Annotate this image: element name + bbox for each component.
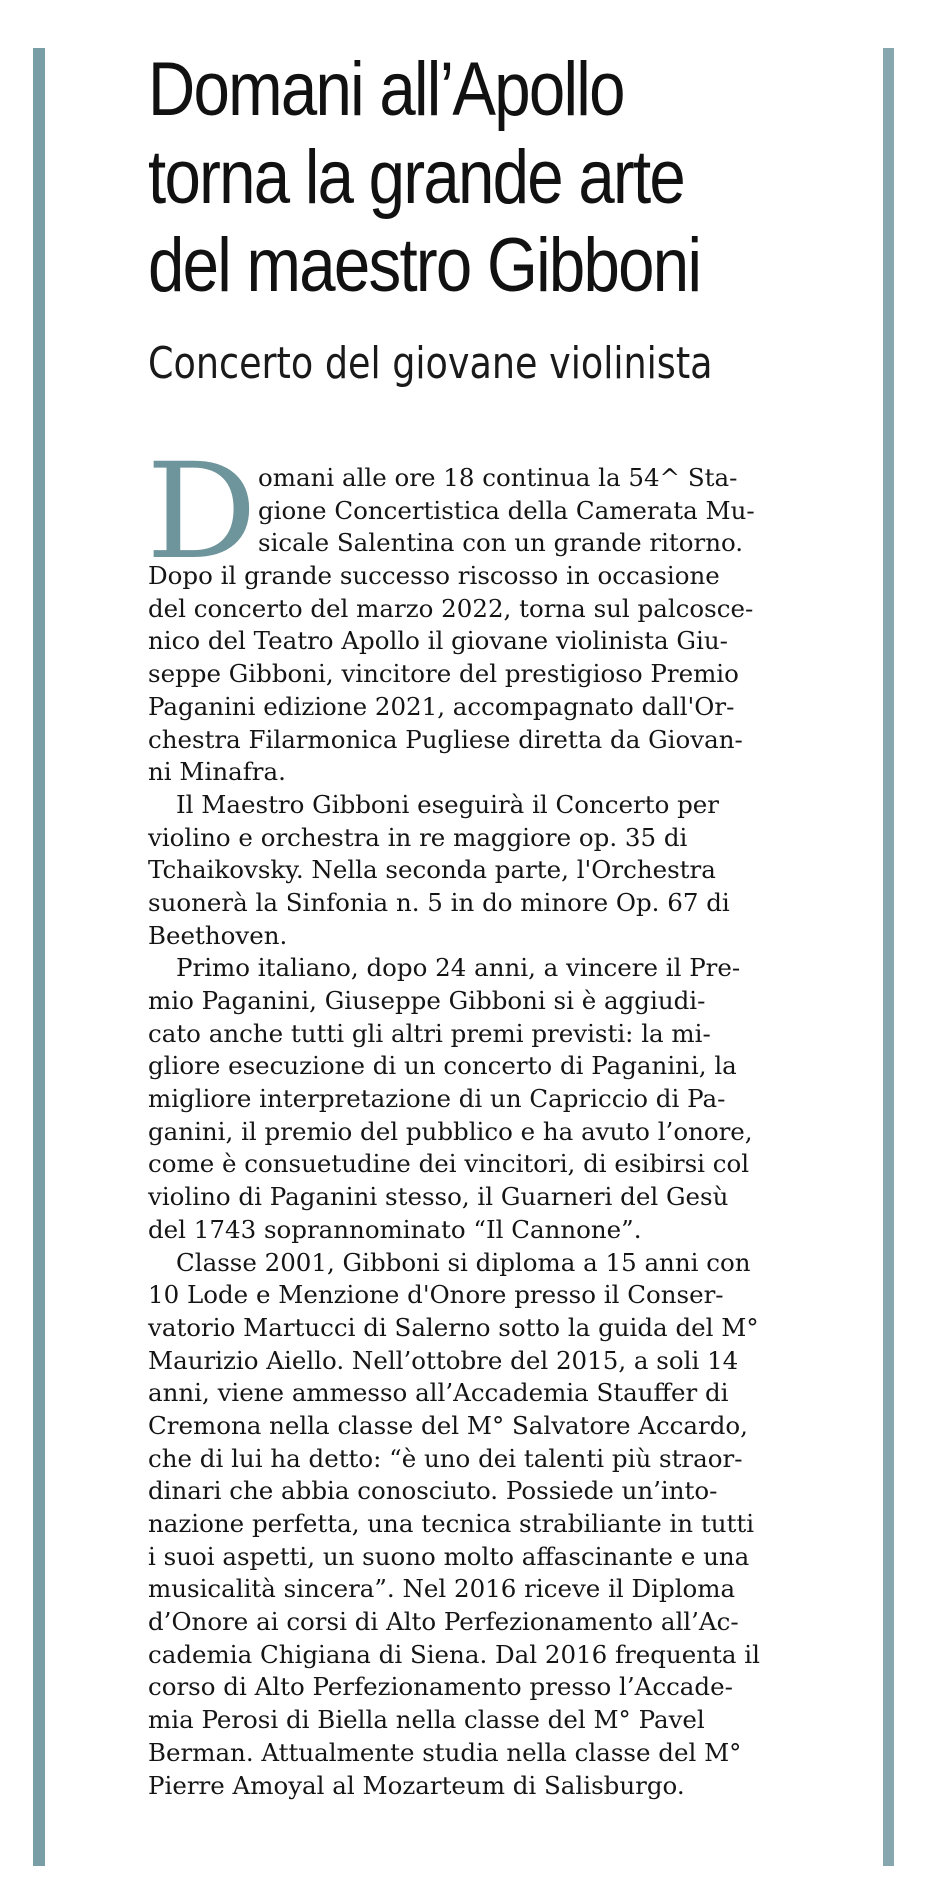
paragraph-line: Primo italiano, dopo 24 anni, a vincere il Pre-	[176, 953, 741, 983]
paragraph-line: mio Paganini, Giuseppe Gibboni si è aggiudi-	[148, 986, 706, 1015]
paragraph-line: omani alle ore 18 continua la 54^ Sta-	[258, 463, 738, 492]
paragraph-line: nico del Teatro Apollo il giovane violinista Giu-	[148, 626, 728, 656]
paragraph-line: sicale Salentina con un grande ritorno.	[258, 528, 744, 558]
paragraph-line: gione Concertistica della Camerata Mu-	[258, 495, 755, 525]
paragraph-line: Dopo il grande successo riscosso in occasione	[148, 561, 720, 591]
headline-line: torna la grande arte	[148, 135, 685, 220]
article-subheadline: Concerto del giovane violinista	[148, 338, 713, 389]
paragraph-line: nazione perfetta, una tecnica strabiliante in tutti	[148, 1509, 755, 1538]
paragraph-line: Il Maestro Gibboni eseguirà il Concerto per	[176, 789, 720, 819]
paragraph-line: d’Onore ai corsi di Alto Perfezionamento all’Ac-	[148, 1607, 739, 1637]
paragraph-line: 10 Lode e Menzione d'Onore presso il Conser-	[148, 1280, 724, 1310]
paragraph-line: gliore esecuzione di un concerto di Paganini, la	[148, 1051, 737, 1081]
left-column-rule	[33, 48, 45, 1866]
paragraph-line: Maurizio Aiello. Nell’ottobre del 2015, a soli 14	[148, 1345, 739, 1375]
paragraph-line: Berman. Attualmente studia nella classe del M°	[148, 1737, 742, 1767]
paragraph-line: violino e orchestra in re maggiore op. 35 di	[148, 822, 688, 852]
article-paragraph	[148, 952, 788, 1246]
drop-cap: D	[146, 435, 258, 589]
paragraph-line: anni, viene ammesso all’Accademia Stauffer di	[148, 1378, 729, 1408]
paragraph-line: seppe Gibboni, vincitore del prestigioso Premio	[148, 659, 739, 689]
paragraph-line: musicalità sincera”. Nel 2016 riceve il Diploma	[148, 1574, 736, 1604]
headline-line: del maestro Gibboni	[148, 223, 701, 308]
paragraph-line: ganini, il premio del pubblico e ha avuto l’onore,	[148, 1116, 753, 1146]
paragraph-line: migliore interpretazione di un Capriccio di Pa-	[148, 1084, 726, 1114]
paragraph-line: violino di Paganini stesso, il Guarneri del Gesù	[148, 1182, 729, 1212]
right-column-rule	[883, 48, 894, 1866]
article-body	[148, 462, 788, 1802]
paragraph-line: come è consuetudine dei vincitori, di esibirsi col	[148, 1149, 750, 1179]
paragraph-line: che di lui ha detto: “è uno dei talenti più straor-	[148, 1443, 743, 1473]
paragraph-line: chestra Filarmonica Pugliese diretta da Giovan-	[148, 724, 743, 754]
paragraph-line: Paganini edizione 2021, accompagnato dall'Or-	[148, 691, 735, 721]
paragraph-line: ni Minafra.	[148, 757, 286, 787]
paragraph-line: Cremona nella classe del M° Salvatore Accardo,	[148, 1410, 748, 1440]
article-paragraph	[148, 1247, 788, 1803]
paragraph-line: cademia Chigiana di Siena. Dal 2016 frequenta il	[148, 1639, 760, 1669]
paragraph-line: corso di Alto Perfezionamento presso l’Accade-	[148, 1672, 733, 1702]
paragraph-line: i suoi aspetti, un suono molto affascinante e una	[148, 1541, 750, 1571]
paragraph-line: mia Perosi di Biella nella classe del M° Pavel	[148, 1705, 705, 1735]
paragraph-line: Beethoven.	[148, 920, 288, 950]
paragraph-line: del concerto del marzo 2022, torna sul palcosce-	[148, 593, 754, 623]
article-paragraph	[148, 789, 788, 952]
paragraph-line: Tchaikovsky. Nella seconda parte, l'Orchestra	[148, 855, 716, 885]
paragraph-line: dinari che abbia conosciuto. Possiede un’into-	[148, 1476, 718, 1506]
paragraph-line: cato anche tutti gli altri premi previsti: la mi-	[148, 1018, 711, 1048]
paragraph-line: Classe 2001, Gibboni si diploma a 15 anni con	[176, 1247, 751, 1277]
headline-line: Domani all’Apollo	[148, 47, 624, 132]
paragraph-line: vatorio Martucci di Salerno sotto la guida del M°	[148, 1312, 759, 1342]
article-paragraph	[148, 462, 788, 789]
paragraph-line: suonerà la Sinfonia n. 5 in do minore Op. 67 di	[148, 887, 730, 917]
paragraph-line: del 1743 soprannominato “Il Cannone”.	[148, 1214, 642, 1244]
article-headline	[148, 46, 750, 310]
paragraph-line: Pierre Amoyal al Mozarteum di Salisburgo.	[148, 1770, 685, 1800]
